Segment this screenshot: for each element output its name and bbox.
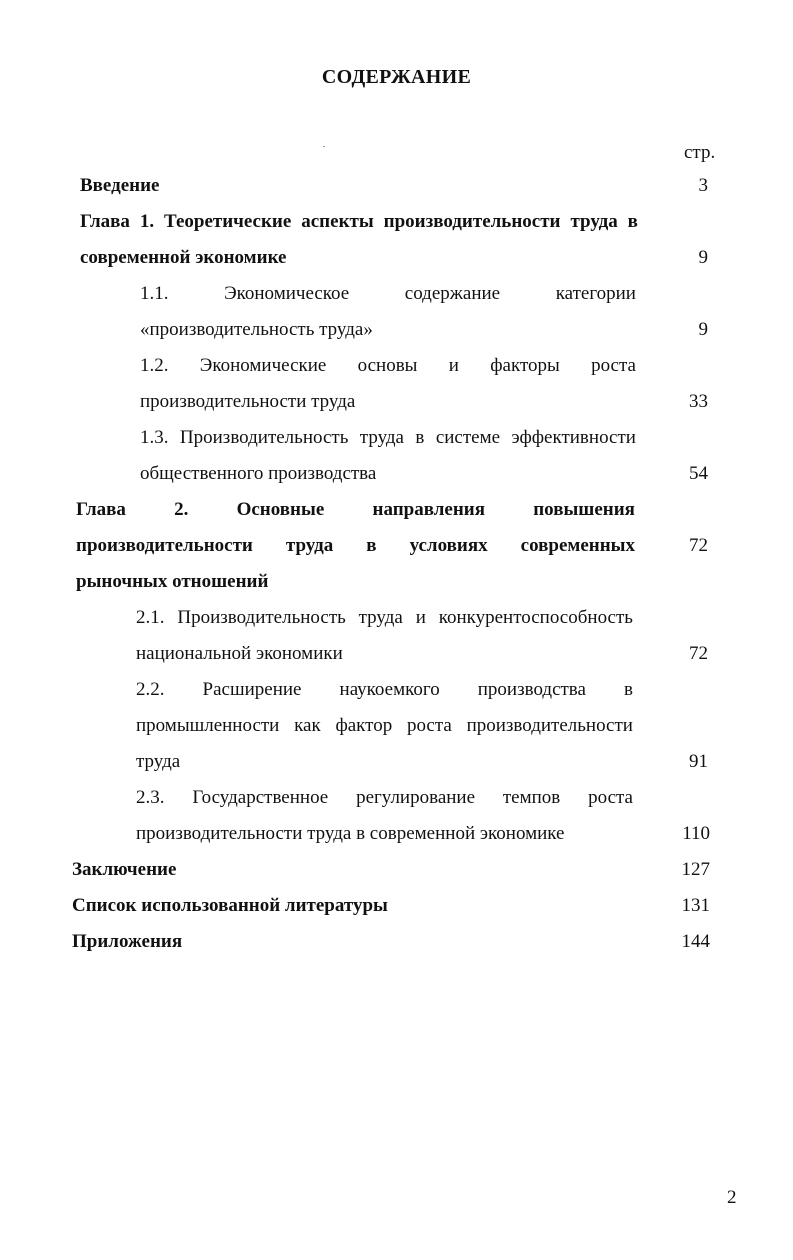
toc-entry-section-1-3-line-2[interactable] xyxy=(0,456,793,492)
toc-word: аспекты xyxy=(301,211,374,232)
toc-word: категории xyxy=(555,283,636,304)
toc-word: Экономическое xyxy=(224,283,350,304)
toc-entry-references[interactable] xyxy=(0,888,793,924)
toc-word: роста xyxy=(591,355,636,376)
toc-word: регулирование xyxy=(356,787,476,808)
toc-word: содержание xyxy=(404,283,501,304)
toc-word: Производительность xyxy=(177,607,346,628)
toc-page-number: 9 xyxy=(698,319,708,340)
toc-entry-chapter-2-page xyxy=(0,528,793,564)
toc-word: производительности xyxy=(76,535,253,556)
toc-entry-chapter-1-line-1[interactable] xyxy=(80,204,638,240)
page-title: СОДЕРЖАНИЕ xyxy=(321,66,472,88)
toc-label: Приложения xyxy=(72,931,183,952)
toc-word: 2.2. xyxy=(136,679,165,700)
toc-word: труда xyxy=(359,427,404,448)
toc-word: условиях xyxy=(409,535,488,556)
toc-label: производительности труда в современной экономике xyxy=(136,823,565,844)
toc-page-number: 91 xyxy=(689,751,708,772)
toc-word: производительности xyxy=(383,211,561,232)
toc-label: современной экономике xyxy=(80,247,287,268)
toc-word: повышения xyxy=(533,499,635,520)
toc-entry-section-1-1-line-2[interactable] xyxy=(0,312,793,348)
toc-word: Основные xyxy=(236,499,325,520)
toc-word: 1.1. xyxy=(140,283,169,304)
toc-word: в xyxy=(624,679,633,700)
page-number: 2 xyxy=(727,1187,737,1208)
toc-entry-intro[interactable] xyxy=(0,168,793,204)
toc-word: фактор xyxy=(335,715,393,736)
toc-word: Расширение xyxy=(202,679,302,700)
toc-word: роста xyxy=(588,787,633,808)
toc-word: современных xyxy=(520,535,635,556)
toc-label: производительности труда xyxy=(140,391,356,412)
toc-page-number: 110 xyxy=(682,823,710,844)
toc-word: системе xyxy=(435,427,501,448)
toc-word: наукоемкого xyxy=(339,679,440,700)
toc-label: Введение xyxy=(80,175,160,196)
toc-word: Глава xyxy=(80,211,130,232)
toc-word: в xyxy=(415,427,425,448)
toc-word: производительности xyxy=(466,715,633,736)
toc-word: 2.1. xyxy=(136,607,165,628)
toc-word: и xyxy=(415,607,426,628)
toc-entry-chapter-2-line-1[interactable] xyxy=(76,492,635,528)
toc-label: общественного производства xyxy=(140,463,377,484)
toc-word: конкурентоспособность xyxy=(438,607,633,628)
toc-entry-section-2-1-line-1[interactable] xyxy=(136,600,633,636)
toc-page-number: 9 xyxy=(698,247,708,268)
toc-word: Теоретические xyxy=(164,211,292,232)
toc-label: Список использованной литературы xyxy=(72,895,388,916)
toc-page-number: 72 xyxy=(689,535,708,556)
toc-word: Государственное xyxy=(192,787,329,808)
toc-word: Производительность xyxy=(179,427,349,448)
toc-label: «производительность труда» xyxy=(140,319,373,340)
toc-word: производства xyxy=(477,679,586,700)
toc-word: темпов xyxy=(502,787,561,808)
toc-word: эффективности xyxy=(511,427,636,448)
toc-word: Глава xyxy=(76,499,126,520)
toc-word: и xyxy=(448,355,459,376)
toc-page-number: 54 xyxy=(689,463,708,484)
toc-entry-section-1-3-line-1[interactable] xyxy=(140,420,636,456)
toc-page-number: 3 xyxy=(698,175,708,196)
toc-entry-section-2-2-line-1[interactable] xyxy=(136,672,633,708)
page-column-header: стр. xyxy=(684,142,716,163)
toc-word: как xyxy=(294,715,321,736)
toc-entry-section-1-2-line-1[interactable] xyxy=(140,348,636,384)
toc-word: труда xyxy=(358,607,403,628)
toc-word: роста xyxy=(406,715,452,736)
toc-word: труда xyxy=(285,535,334,556)
toc-label: рыночных отношений xyxy=(76,571,269,592)
toc-word: 1. xyxy=(139,211,155,232)
toc-page-number: 144 xyxy=(681,931,710,952)
toc-word: Экономические xyxy=(199,355,327,376)
toc-entry-conclusion[interactable] xyxy=(0,852,793,888)
toc-page-number: 127 xyxy=(681,859,710,880)
toc-word: 2.3. xyxy=(136,787,165,808)
toc-entry-chapter-2-line-3[interactable] xyxy=(0,564,793,600)
toc-entry-section-1-1-line-1[interactable] xyxy=(140,276,636,312)
toc-word: труда xyxy=(570,211,618,232)
toc-page-number: 72 xyxy=(689,643,708,664)
toc-word: в xyxy=(366,535,377,556)
toc-label: труда xyxy=(136,751,181,772)
toc-page-number: 33 xyxy=(689,391,708,412)
toc-entry-chapter-1-line-2[interactable] xyxy=(0,240,793,276)
toc-word: 1.3. xyxy=(140,427,169,448)
toc-word: 1.2. xyxy=(140,355,169,376)
toc-word: факторы xyxy=(490,355,560,376)
toc-page-number: 131 xyxy=(681,895,710,916)
toc-entry-section-2-2-line-2[interactable] xyxy=(136,708,633,744)
toc-entry-section-2-2-line-3[interactable] xyxy=(0,744,793,780)
toc-word: в xyxy=(627,211,638,232)
scan-speck xyxy=(323,146,325,147)
toc-word: промышленности xyxy=(136,715,280,736)
toc-label: национальной экономики xyxy=(136,643,343,664)
toc-entry-section-2-1-line-2[interactable] xyxy=(0,636,793,672)
toc-entry-section-1-2-line-2[interactable] xyxy=(0,384,793,420)
toc-word: направления xyxy=(372,499,485,520)
toc-label: Заключение xyxy=(72,859,177,880)
toc-word: основы xyxy=(357,355,418,376)
toc-entry-section-2-3-line-1[interactable] xyxy=(136,780,633,816)
toc-word: 2. xyxy=(174,499,189,520)
toc-entry-appendices[interactable] xyxy=(0,924,793,960)
toc-entry-section-2-3-line-2[interactable] xyxy=(0,816,793,852)
